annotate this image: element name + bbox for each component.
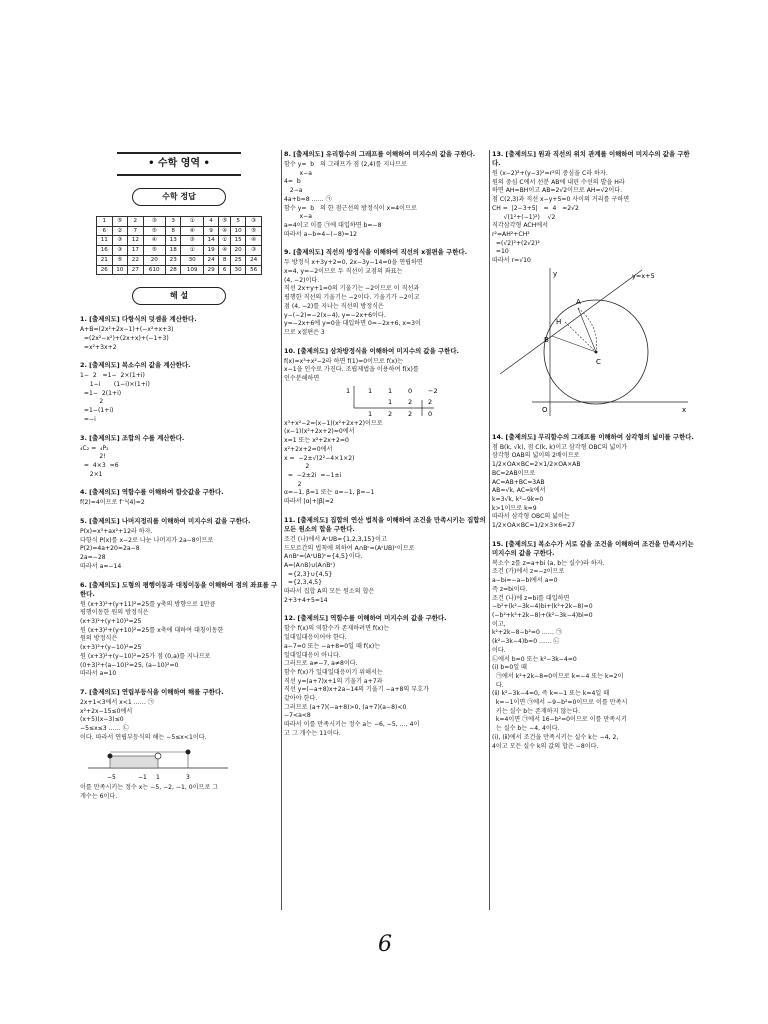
- question-number-cell: 4: [203, 217, 219, 227]
- synthetic-division-value: 2: [388, 409, 393, 418]
- q1: [80, 315, 278, 352]
- q2-body: 1− 2 =1− 2×(1+i) 1−i (1−i)×(1+i) =1− 2(1+i) 2 =1−(1+i) =−i: [80, 372, 150, 423]
- q7-body: 2x+1<3에서 x<1 …… ㉠ x²+2x−15≤0에서 (x+5)(x−3)≤0 −5≤x≤3 …… ㉡ 이다. 따라서 연립부등식의 해는 −5≤x<1이다.: [80, 698, 207, 741]
- q8-title: 8. [출제의도] 유리함수의 그래프를 이해하여 미지수의 값을 구한다.: [284, 150, 476, 158]
- point-label: H: [556, 317, 562, 326]
- answer-cell: 109: [181, 265, 203, 275]
- q4-title: 4. [출제의도] 역함수를 이해하여 함숫값을 구한다.: [80, 488, 224, 497]
- answer-cell: ①: [219, 236, 231, 246]
- answer-cell: 6: [219, 265, 231, 275]
- q15-body: 복소수 z를 z=a+bi (a, b는 실수)라 하자. 조건 (가)에서 z=−z이므로 a−bi=−a−bi에서 a=0 즉 z=bi이다. 조건 (나)에 z=bi를 대입하면 −b²+(k²−3k−4)bi+(k²+2k−8)=0 (−b²+k²+2k−8)+(k²−3k−4)bi=0 이고, k²+2k−8−b²=0 …… ㉠ (k²−3k−4)b=0 …… ㉡ 이다. ㉡에서 b=0 또는 k²−3k−4=0 (ⅰ) b=0일 때 ㉠에서 k²+2k−8=0이므로 k=−4 또는 k=2이 다. (ⅱ) k²−3k−4=0, 즉 k=−1 또는 k=4일 때 k=−1이면 ㉠에서 −9−b²=0이므로 이를 만족시 키는 실수 b는 존재하지 않는다. k=4이면 ㉠에서 16−b²=0이므로 이를 만족시키 는 실수 b는 −4, 4이다. (ⅰ), (ⅱ)에서 조건을 만족시키는 실수 k는 −4, 2, 4이고 모든 실수 k의 값의 합은 −8이다.: [492, 559, 628, 750]
- answer-cell: ③: [112, 236, 128, 246]
- answer-row: [97, 217, 262, 227]
- q7-conclusion: 이를 만족시키는 정수 x는 −5, −2, −1, 0이므로 그 개수는 6이다.: [80, 784, 219, 801]
- q11-title: 11. [출제의도] 집합의 연산 법칙을 이해하여 조건을 만족시키는 집합의 모든 원소의 합을 구한다.: [284, 515, 486, 533]
- question-number-cell: 9: [203, 226, 219, 236]
- q9-body: 두 방정식 x+3y+2=0, 2x−3y−14=0을 연립하면 x=4, y=−2이므로 두 직선이 교점의 좌표는 (4, −2)이다. 직선 2x+y+1=0의 기울기는 −2이므로 이 직선과 평행한 직선의 기울기는 −2이다. 기울기가 −2이고 점 (4, −2)를 지나는 직선의 방정식은 y−(−2)=−2(x−4), y=−2x+6이다. y=−2x+6에 y=0을 대입하면 0=−2x+6, x=3이 므로 x절편은 3: [284, 259, 423, 336]
- q1-title: 1. [출제의도] 다항식의 덧셈을 계산한다.: [80, 315, 197, 324]
- q5-body: P(x)=x³+ax²+12라 하자. 다항식 P(x)를 x−2로 나눈 나머지가 2a−8이므로 P(2)=4a+20=2a−8 2a=−28 따라서 a=−14: [80, 528, 214, 570]
- q3: [80, 434, 278, 480]
- q6-body: 원 (x+3)²+(y+11)²=25를 y축의 방향으로 1만큼 평행이동한 원의 방정식은 (x+3)²+(y+10)²=25 원 (x+3)²+(y+10)²=25를 x축에 대하여 대칭이동한 원의 방정식은 (x+3)²+(y−10)²=25 원 (x+3)²+(y−10)²=25가 점 (0,a)를 지나므로 (0+3)²+(a−10)²=25, (a−10)²=0 따라서 a=10: [80, 600, 224, 678]
- origin-label: O: [542, 405, 548, 414]
- q15-title: 15. [출제의도] 복소수가 서로 같을 조건을 이해하여 조건을 만족시키는 미지수의 값을 구한다.: [492, 539, 694, 557]
- synthetic-division-value: 1: [368, 409, 373, 418]
- q7: [80, 688, 278, 743]
- q12-body: 함수 f(x)의 역함수가 존재하려면 f(x)는 일대일대응이어야 한다. a−7=0 또는 −a+8=0일 때 f(x)는 일대일대응이 아니다. 그러므로 a≠−7, a≠8이다. 함수 f(x)가 일대일대응이기 위해서는 직선 y=(a+7)x+1의 기울기 a+7과 직선 y=(−a+8)x+2a−14의 기울기 −a+8의 부호가 같아야 한다. 그러므로 (a+7)(−a+8)>0, (a+7)(a−8)<0 −7<a<8 따라서 이를 만족시키는 정수 a는 −6, −5, …, 4이 고 그 개수는 11이다.: [284, 625, 429, 737]
- page-number: 6: [378, 932, 392, 957]
- q9: [284, 248, 488, 337]
- tick-label: 1: [156, 774, 160, 782]
- question-number-cell: 27: [128, 265, 144, 275]
- q6-title: 6. [출제의도] 도형의 평행이동과 대칭이동을 이해하여 점의 좌표를 구한다.: [80, 580, 278, 598]
- answer-row: [97, 255, 262, 265]
- answers-heading: 수학 정답: [132, 188, 226, 206]
- q13-title: 13. [출제의도] 원과 직선의 위치 관계를 이해하여 미지수의 값을 구한다.: [492, 150, 690, 167]
- answer-cell: ②: [112, 226, 128, 236]
- q12-title: 12. [출제의도] 역함수를 이해하여 미지수의 값을 구한다.: [284, 614, 447, 623]
- question-number-cell: 21: [97, 255, 113, 265]
- question-number-cell: 12: [128, 236, 144, 246]
- explanation-heading: 해 설: [132, 287, 226, 305]
- answer-cell: 24: [246, 255, 262, 265]
- q5: [80, 517, 278, 572]
- question-number-cell: 8: [165, 226, 181, 236]
- synthetic-division-value: −2: [428, 386, 438, 395]
- line-label: y=x+5: [632, 271, 655, 280]
- point-label: C: [596, 357, 601, 366]
- answer-cell: ⑤: [246, 226, 262, 236]
- column-2: [284, 150, 488, 739]
- answer-cell: ⑤: [143, 226, 165, 236]
- answer-cell: ⑤: [112, 217, 128, 227]
- answer-cell: ④: [246, 236, 262, 246]
- answer-cell: ③: [246, 217, 262, 227]
- q10-body: f(x)=x³+x²−2라 하면 f(1)=0이므로 f(x)는 x−1을 인수로 가진다. 조립제법을 이용하여 f(x)를 인수분해하면: [284, 357, 419, 383]
- q2-title: 2. [출제의도] 복소수의 값을 계산한다.: [80, 361, 191, 370]
- question-number-cell: 15: [230, 236, 246, 246]
- q9-title: 9. [출제의도] 직선의 방정식을 이해하여 직선의 x절편을 구한다.: [284, 248, 467, 257]
- q13-body: 원 (x−2)²+(y−3)²=r²의 중심을 C라 하자. 원의 중심 C에서 선분 AB에 내린 수선의 발을 H라 하면 AH=BH이고 AB=2√2이므로 AH=√2이다. 점 C(2,3)과 직선 x−y+5=0 사이의 거리를 구하면 CH = |2−3+5| = 4 =2√2 √(1²+(−1)²) √2 직각삼각형 ACH에서 r²=AH²+CH² =(√2)²+(2√2)² =10 따라서 r=√10: [492, 170, 630, 265]
- answer-cell: ①: [181, 246, 203, 256]
- answer-cell: ③: [181, 236, 203, 246]
- synthetic-division-value: 1: [388, 386, 393, 395]
- synthetic-division-value: 2: [428, 397, 433, 406]
- answer-cell: ④: [143, 236, 165, 246]
- answer-cell: ①: [181, 217, 203, 227]
- question-number-cell: 30: [230, 265, 246, 275]
- question-number-cell: 28: [165, 265, 181, 275]
- question-number-cell: 3: [165, 217, 181, 227]
- column-3: [492, 150, 694, 751]
- answer-row: [97, 226, 262, 236]
- question-number-cell: 11: [97, 236, 113, 246]
- axis-label: x: [682, 405, 687, 414]
- question-number-cell: 29: [203, 265, 219, 275]
- answer-cell: ④: [219, 226, 231, 236]
- answer-table: [96, 216, 262, 275]
- q14: [492, 433, 694, 531]
- q11-body: 조건 (나)에서 AᶜUB={1,2,3,15}이고 드모르간의 법칙에 의하여 A∩Bᶜ=(AᶜUB)ᶜ이므로 A∩Bᶜ=(AᶜUB)ᶜ={4,5}이다. A=(A∩B)∪(A∩Bᶜ) ={2,3}∪{4,5} ={2,3,4,5} 따라서 집합 A의 모든 원소의 합은 2+3+4+5=14: [284, 535, 415, 604]
- answer-row: [97, 265, 262, 275]
- tick-label: −1: [138, 774, 147, 782]
- answer-cell: ⑤: [219, 217, 231, 227]
- question-number-cell: 18: [165, 246, 181, 256]
- answer-cell: ⑤: [143, 246, 165, 256]
- answer-cell: ③: [143, 217, 165, 227]
- answer-cell: 10: [112, 265, 128, 275]
- synthetic-division-value: 1: [368, 386, 373, 395]
- question-number-cell: 22: [128, 255, 144, 265]
- q1-body: A+B=(2x²+2x−1)+(−x²+x+3) =(2x²−x²)+(2x+x)+(−1+3) =x²+3x+2: [80, 326, 174, 351]
- tick-label: −5: [107, 774, 116, 782]
- answer-cell: ⑤: [112, 255, 128, 265]
- section-title: • 수학 영역 •: [117, 152, 241, 176]
- answer-cell: 610: [143, 265, 165, 275]
- question-number-cell: 23: [165, 255, 181, 265]
- synthetic-division-value: 1: [346, 386, 351, 395]
- synthetic-division: [284, 384, 484, 420]
- answer-cell: 56: [246, 265, 262, 275]
- answer-cell: ④: [181, 226, 203, 236]
- q3-body: ₄C₂ = ₄P₂ 2! = 4×3 =6 2×1: [80, 444, 119, 478]
- q10-title: 10. [출제의도] 삼차방정식을 이해하여 미지수의 값을 구한다.: [284, 346, 459, 355]
- question-number-cell: 5: [230, 217, 246, 227]
- q4-body: f(2)=4이므로 f⁻¹(4)=2: [80, 499, 145, 507]
- tick-label: 3: [186, 774, 190, 782]
- synthetic-division-value: 0: [428, 409, 433, 418]
- q8-body: 함수 y= b 의 그래프가 점 (2,4)를 지나므로 x−a 4= b 2−a 4a+b=8 …… ㉠ 함수 y= b 의 한 점근선의 방정식이 x=4이므로 x−a a=4이고 이를 ㉠에 대입하면 b=−8 따라서 a−b=4−(−8)=12: [284, 161, 417, 238]
- q12: [284, 614, 488, 738]
- q5-title: 5. [출제의도] 나머지정리를 이해하여 미지수의 값을 구한다.: [80, 517, 251, 526]
- q15: [492, 540, 694, 751]
- q14-body: 점 B(k, √k), 점 C(k, k)이고 삼각형 OBC의 넓이가 삼각형 OAB의 넓이의 2배이므로 1/2×OA×BC=2×1/2×OA×AB BC=2AB이므로 AC=AB+BC=3AB AB=√k, AC=k에서 k=3√k, k²−9k=0 k>1이므로 k=9 따라서 삼각형 OBC의 넓이는 1/2×OA×BC=1/2×3×6=27: [492, 443, 628, 530]
- column-1: [80, 150, 278, 802]
- question-number-cell: 20: [230, 246, 246, 256]
- question-number-cell: 6: [97, 226, 113, 236]
- answer-cell: ③: [246, 246, 262, 256]
- question-number-cell: 17: [128, 246, 144, 256]
- q3-title: 3. [출제의도] 조합의 수를 계산한다.: [80, 433, 185, 442]
- question-number-cell: 10: [230, 226, 246, 236]
- q13: [492, 150, 694, 266]
- question-number-cell: 24: [203, 255, 219, 265]
- answer-row: [97, 236, 262, 246]
- q4: [80, 488, 278, 508]
- synthetic-division-value: 2: [408, 409, 413, 418]
- question-number-cell: 2: [128, 217, 144, 227]
- synthetic-division-value: 1: [388, 397, 393, 406]
- answer-cell: 20: [143, 255, 165, 265]
- q8: [284, 150, 488, 239]
- circle-line-figure: [492, 266, 692, 424]
- answer-row: [97, 246, 262, 256]
- q11: [284, 516, 488, 606]
- question-number-cell: 13: [165, 236, 181, 246]
- question-number-cell: 1: [97, 217, 113, 227]
- question-number-cell: 19: [203, 246, 219, 256]
- axis-label: y: [553, 269, 558, 278]
- point-label: A: [576, 297, 581, 306]
- number-line-figure: [80, 742, 230, 784]
- q10: [284, 347, 488, 384]
- q6: [80, 581, 278, 679]
- point-label: B: [544, 335, 549, 344]
- question-number-cell: 16: [97, 246, 113, 256]
- answer-cell: ④: [219, 246, 231, 256]
- answer-cell: 30: [181, 255, 203, 265]
- synthetic-division-value: 2: [408, 397, 413, 406]
- answer-cell: 8: [219, 255, 231, 265]
- synthetic-division-value: 0: [408, 386, 413, 395]
- question-number-cell: 25: [230, 255, 246, 265]
- question-number-cell: 7: [128, 226, 144, 236]
- q10-body-2: x³+x²−2=(x−1)(x²+2x+2)이므로 (x−1)(x²+2x+2)=0에서 x=1 또는 x²+2x+2=0 x²+2x+2=0에서 x = −2±√(2²−4×1×2) 2 = −2±2i =−1±i 2 α=−1, β=1 또는 α=−1, β=−1 따라서 |α|+|β|=2: [284, 419, 383, 506]
- q14-title: 14. [출제의도] 무리함수의 그래프를 이해하여 삼각형의 넓이를 구한다.: [492, 432, 694, 441]
- q7-title: 7. [출제의도] 연립부등식을 이해하여 해를 구한다.: [80, 687, 224, 696]
- question-number-cell: 26: [97, 265, 113, 275]
- q2: [80, 361, 278, 424]
- answer-cell: ③: [112, 246, 128, 256]
- question-number-cell: 14: [203, 236, 219, 246]
